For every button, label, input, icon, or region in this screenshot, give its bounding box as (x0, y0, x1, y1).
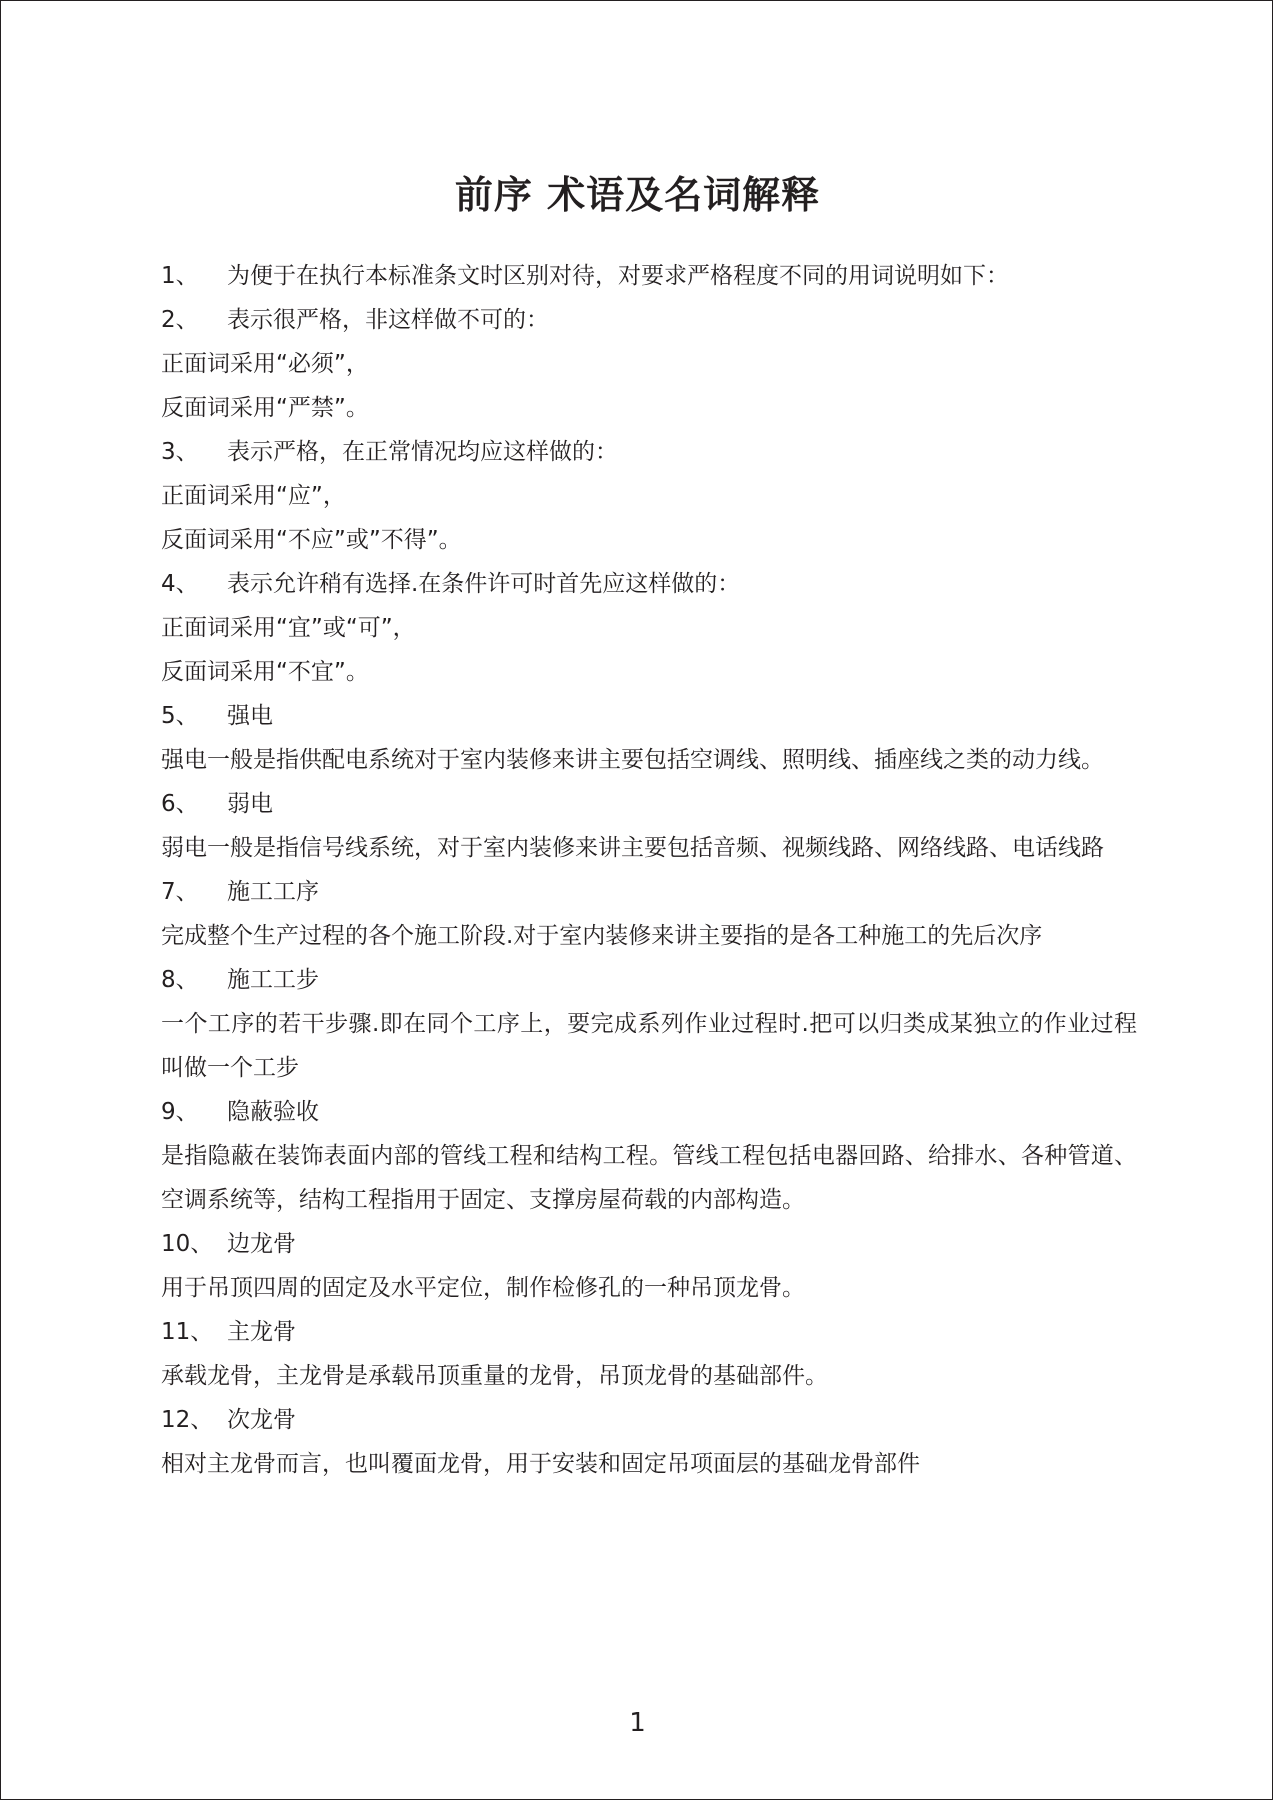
item-number: 2、 (161, 307, 199, 333)
item-number: 9、 (161, 1099, 199, 1125)
item-number: 11、 (161, 1319, 214, 1345)
term-item-4 (161, 562, 1137, 606)
term-item-8 (161, 958, 1137, 1002)
definition-construction-process: 完成整个生产过程的各个施工阶段.对于室内装修来讲主要指的是各工种施工的先后次序 (161, 923, 1043, 949)
item-number: 4、 (161, 571, 199, 597)
item-text: 边龙骨 (227, 1231, 296, 1257)
page-title: 前序 术语及名词解释 (454, 173, 821, 217)
definition-edge-keel: 用于吊顶四周的固定及水平定位，制作检修孔的一种吊顶龙骨。 (161, 1275, 805, 1301)
definition-main-keel: 承载龙骨，主龙骨是承载吊顶重量的龙骨，吊顶龙骨的基础部件。 (161, 1363, 828, 1389)
negative-word-not-advisable: 反面词采用“不宜”。 (161, 659, 369, 685)
definition-weak-current: 弱电一般是指信号线系统，对于室内装修来讲主要包括音频、视频线路、网络线路、电话线路 (161, 835, 1104, 861)
item-text: 施工工序 (227, 879, 319, 905)
item-number: 1、 (161, 263, 199, 289)
negative-word-forbidden: 反面词采用“严禁”。 (161, 395, 369, 421)
item-text: 表示允许稍有选择.在条件许可时首先应这样做的： (227, 571, 741, 597)
term-item-7 (161, 870, 1137, 914)
term-item-9 (161, 1090, 1137, 1134)
item-text: 表示很严格，非这样做不可的： (227, 307, 549, 333)
item-text: 施工工步 (227, 967, 319, 993)
item-number: 6、 (161, 791, 199, 817)
term-item-11 (161, 1310, 1137, 1354)
item-text: 次龙骨 (227, 1407, 296, 1433)
terms-content (161, 254, 1137, 1486)
negative-word-should-not: 反面词采用“不应”或”不得”。 (161, 527, 462, 553)
term-item-5 (161, 694, 1137, 738)
page-number: 1 (629, 1708, 646, 1738)
term-item-6 (161, 782, 1137, 826)
definition-concealed-acceptance: 是指隐蔽在装饰表面内部的管线工程和结构工程。管线工程包括电器回路、给排水、各种管道、空调系统等，结构工程指用于固定、支撑房屋荷载的内部构造。 (161, 1143, 1137, 1213)
positive-word-may: 正面词采用“宜”或“可”， (161, 615, 416, 641)
item-text: 隐蔽验收 (227, 1099, 319, 1125)
item-text: 强电 (227, 703, 273, 729)
term-item-10 (161, 1222, 1137, 1266)
item-number: 8、 (161, 967, 199, 993)
definition-secondary-keel: 相对主龙骨而言，也叫覆面龙骨，用于安装和固定吊项面层的基础龙骨部件 (161, 1451, 920, 1477)
item-number: 10、 (161, 1231, 214, 1257)
item-number: 3、 (161, 439, 199, 465)
term-item-12 (161, 1398, 1137, 1442)
item-text: 为便于在执行本标准条文时区别对待，对要求严格程度不同的用词说明如下： (227, 263, 1009, 289)
item-number: 7、 (161, 879, 199, 905)
term-item-2 (161, 298, 1137, 342)
positive-word-must: 正面词采用“必须”， (161, 351, 369, 377)
definition-construction-step: 一个工序的若干步骤.即在同个工序上，要完成系列作业过程时.把可以归类成某独立的作业过程叫做一个工步 (161, 1011, 1137, 1081)
item-text: 弱电 (227, 791, 273, 817)
definition-strong-current: 强电一般是指供配电系统对于室内装修来讲主要包括空调线、照明线、插座线之类的动力线。 (161, 747, 1104, 773)
item-text: 表示严格，在正常情况均应这样做的： (227, 439, 618, 465)
item-text: 主龙骨 (227, 1319, 296, 1345)
term-item-1 (161, 254, 1137, 298)
positive-word-should: 正面词采用“应”， (161, 483, 346, 509)
item-number: 5、 (161, 703, 199, 729)
item-number: 12、 (161, 1407, 214, 1433)
term-item-3 (161, 430, 1137, 474)
